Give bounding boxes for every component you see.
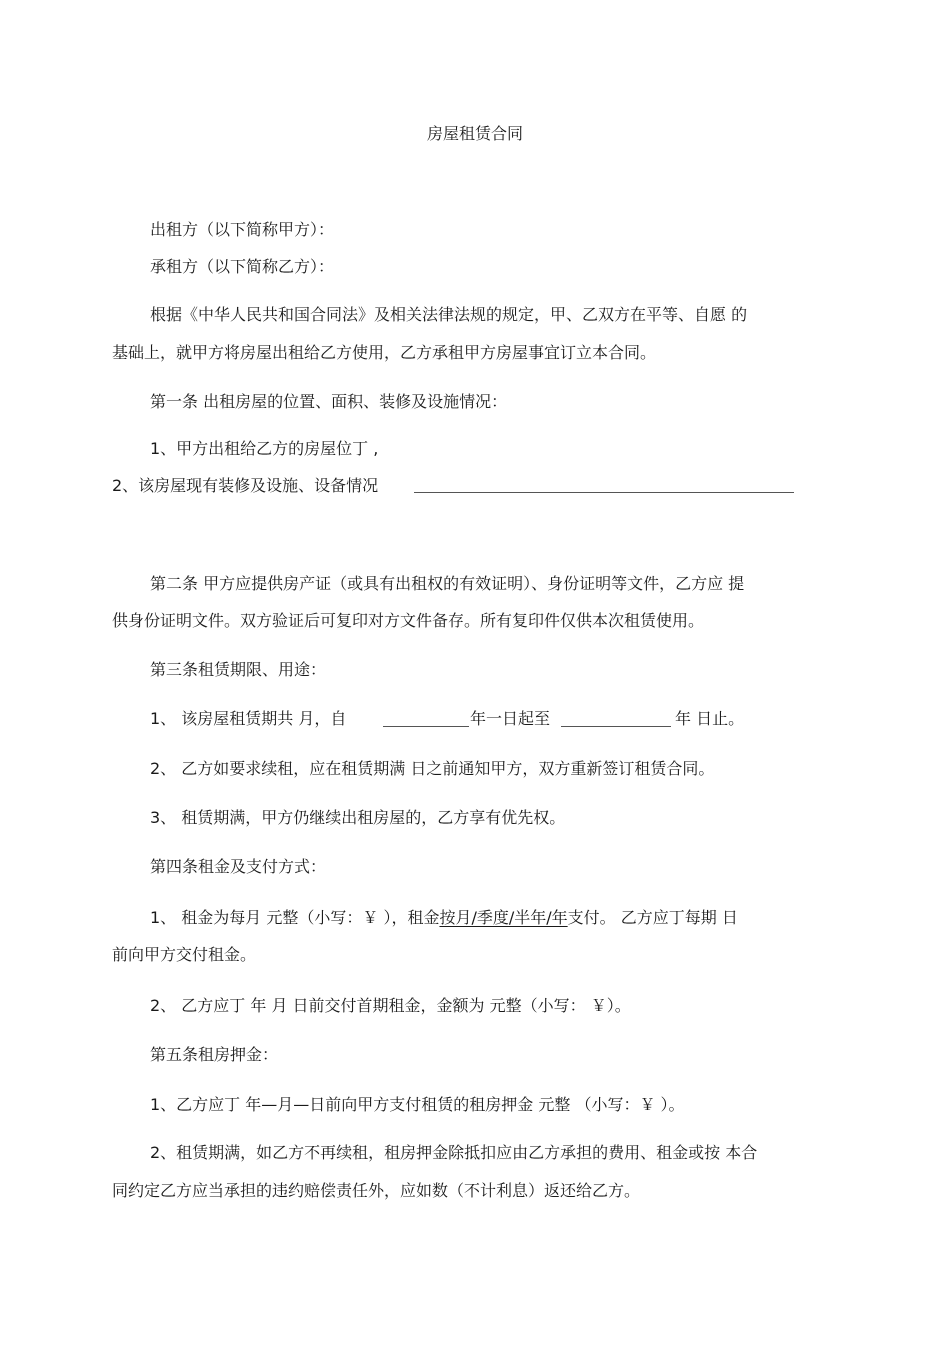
article1-heading: 第一条 出租房屋的位置、面积、装修及设施情况： <box>150 392 508 411</box>
article5-item2-line1: 2、租赁期满，如乙方不再续租，租房押金除抵扣应由乙方承担的费用、租金或按 本合 <box>150 1143 758 1162</box>
article3-item1-part2: 年一日起至 <box>470 709 551 728</box>
lessor-line: 出租方（以下简称甲方）： <box>150 220 335 239</box>
article4-item1-part1: 1、 租金为每月 元整（小写：￥ ），租金 <box>150 908 440 927</box>
start-date-blank-line <box>383 726 469 727</box>
article3-item1-part3: 年 日止。 <box>675 709 745 728</box>
article4-item2: 2、 乙方应丁 年 月 日前交付首期租金，金额为 元整（小写： ￥）。 <box>150 996 631 1015</box>
article4-item1-line1 <box>150 908 738 928</box>
facilities-blank-line <box>414 492 794 493</box>
lessee-line: 承租方（以下简称乙方）： <box>150 257 335 276</box>
article3-item2: 2、 乙方如要求续租，应在租赁期满 日之前通知甲方，双方重新签订租赁合同。 <box>150 759 715 778</box>
article4-item1-line2: 前向甲方交付租金。 <box>112 945 257 964</box>
article5-heading: 第五条租房押金： <box>150 1045 279 1064</box>
article1-item1: 1、甲方出租给乙方的房屋位丁 , <box>150 439 379 458</box>
article2-line-2: 供身份证明文件。双方验证后可复印对方文件备存。所有复印件仅供本次租赁使用。 <box>112 611 705 630</box>
end-date-blank-line <box>561 726 671 727</box>
article1-item2: 2、该房屋现有装修及设施、设备情况 <box>112 476 379 495</box>
article3-item1-part1: 1、 该房屋租赁期共 月，自 <box>150 709 347 728</box>
preamble-line-1: 根据《中华人民共和国合同法》及相关法律法规的规定，甲、乙双方在平等、自愿 的 <box>150 305 748 324</box>
article2-line-1: 第二条 甲方应提供房产证（或具有出租权的有效证明）、身份证明等文件，乙方应 提 <box>150 574 745 593</box>
payment-interval-options: 按月/季度/半年/年 <box>439 908 568 927</box>
preamble-line-2: 基础上，就甲方将房屋出租给乙方使用，乙方承租甲方房屋事宜订立本合同。 <box>112 343 657 362</box>
article5-item1: 1、乙方应丁 年—月—日前向甲方支付租赁的租房押金 元整 （小写：￥ ）。 <box>150 1095 685 1114</box>
article4-item1-part3: 支付。 乙方应丁每期 日 <box>567 908 738 927</box>
article3-heading: 第三条租赁期限、用途： <box>150 660 327 679</box>
article5-item2-line2: 同约定乙方应当承担的违约赔偿责任外，应如数（不计利息）返还给乙方。 <box>112 1181 641 1200</box>
article3-item3: 3、 租赁期满，甲方仍继续出租房屋的，乙方享有优先权。 <box>150 808 566 827</box>
article4-heading: 第四条租金及支付方式： <box>150 857 327 876</box>
document-title: 房屋租赁合同 <box>426 124 523 143</box>
